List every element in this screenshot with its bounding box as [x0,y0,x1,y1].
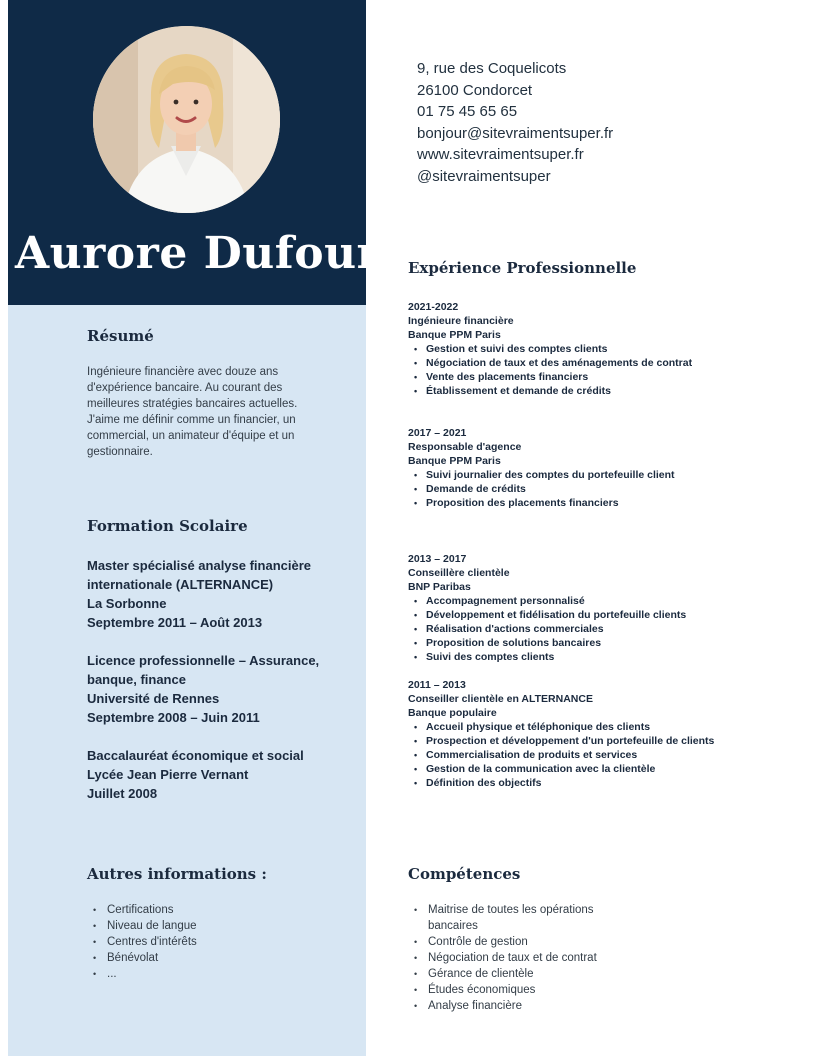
list-item: • Maitrise de toutes les opérations bancaires [408,902,623,934]
job-tasks [408,594,798,664]
skills-heading: Compétences [408,865,521,883]
task-item: • Négociation de taux et des aménagements de contrat [426,356,798,370]
other-info-heading: Autres informations : [87,865,267,883]
job-company: Banque PPM Paris [408,329,501,341]
job-tasks [408,720,798,790]
portrait-image [93,26,280,213]
contact-block [417,58,613,187]
job-company: Banque populaire [408,707,497,719]
task-item: • Développement et fidélisation du portefeuille clients [426,608,798,622]
experience-list [408,300,798,818]
education-list [87,556,347,822]
list-item: • Négociation de taux et de contrat [408,950,623,966]
dates: Septembre 2011 – Août 2013 [87,615,263,630]
list-item: • Gérance de clientèle [408,966,623,982]
job-role: Conseiller clientèle en ALTERNANCE [408,693,593,705]
task-item: • Définition des objectifs [426,776,798,790]
degree: Licence professionnelle – Assurance, banque, finance [87,653,320,687]
task-item: • Réalisation d'actions commerciales [426,622,798,636]
list-item: • ... [87,966,327,982]
task-item: • Établissement et demande de crédits [426,384,798,398]
social-handle: @sitevraimentsuper [417,167,551,185]
task-item: • Accompagnement personnalisé [426,594,798,608]
list-item: • Contrôle de gestion [408,934,623,950]
summary-text: Ingénieure financière avec douze ans d'expérience bancaire. Au courant des meilleures stratégies bancaires actuelles. J'aime me définir comme un financier, un commercial, un animateur d'équipe et un gestionnaire. [87,366,298,458]
job-entry [408,552,798,664]
list-item: • Certifications [87,902,327,918]
education-entry [87,651,347,727]
job-role: Conseillère clientèle [408,567,510,579]
list-item: • Analyse financière [408,998,623,1014]
dates: Septembre 2008 – Juin 2011 [87,710,260,725]
task-item: • Demande de crédits [426,482,798,496]
task-item: • Gestion de la communication avec la clientèle [426,762,798,776]
degree: Master spécialisé analyse financière internationale (ALTERNANCE) [87,558,312,592]
other-info-list [87,902,327,982]
school: Lycée Jean Pierre Vernant [87,767,249,782]
degree: Baccalauréat économique et social [87,748,304,763]
job-role: Ingénieure financière [408,315,514,327]
skills-list [408,902,623,1014]
job-entry [408,300,798,398]
phone-number: 01 75 45 65 65 [417,103,518,120]
candidate-name: Aurore Dufour [15,228,381,279]
email-address: bonjour@sitevraimentsuper.fr [417,124,614,142]
job-dates: 2011 – 2013 [408,679,466,691]
profile-photo [93,26,280,213]
school: Université de Rennes [87,691,220,706]
job-company: BNP Paribas [408,581,471,593]
job-company: Banque PPM Paris [408,455,501,467]
task-item: • Suivi des comptes clients [426,650,798,664]
task-item: • Gestion et suivi des comptes clients [426,342,798,356]
address-line-2: 26100 Condorcet [417,81,533,99]
list-item: • Études économiques [408,982,623,998]
job-dates: 2021-2022 [408,301,459,313]
list-item: • Niveau de langue [87,918,327,934]
task-item: • Proposition des placements financiers [426,496,798,510]
summary-heading: Résumé [87,327,154,345]
experience-heading: Expérience Professionnelle [408,259,637,277]
list-item: • Bénévolat [87,950,327,966]
task-item: • Commercialisation de produits et services [426,748,798,762]
job-dates: 2017 – 2021 [408,427,467,439]
job-dates: 2013 – 2017 [408,553,467,565]
task-item: • Accueil physique et téléphonique des clients [426,720,798,734]
task-item: • Suivi journalier des comptes du portefeuille client [426,468,798,482]
education-heading: Formation Scolaire [87,517,248,535]
education-entry [87,746,347,803]
job-role: Responsable d'agence [408,441,522,453]
task-item: • Proposition de solutions bancaires [426,636,798,650]
education-entry [87,556,347,632]
list-item: • Centres d'intérêts [87,934,327,950]
school: La Sorbonne [87,596,167,611]
job-tasks [408,342,798,398]
job-entry [408,426,798,510]
job-entry [408,678,798,790]
job-tasks [408,468,798,510]
task-item: • Vente des placements financiers [426,370,798,384]
website: www.sitevraimentsuper.fr [417,146,584,163]
dates: Juillet 2008 [87,786,158,801]
task-item: • Prospection et développement d'un portefeuille de clients [426,734,798,748]
address-line-1: 9, rue des Coquelicots [417,60,567,77]
